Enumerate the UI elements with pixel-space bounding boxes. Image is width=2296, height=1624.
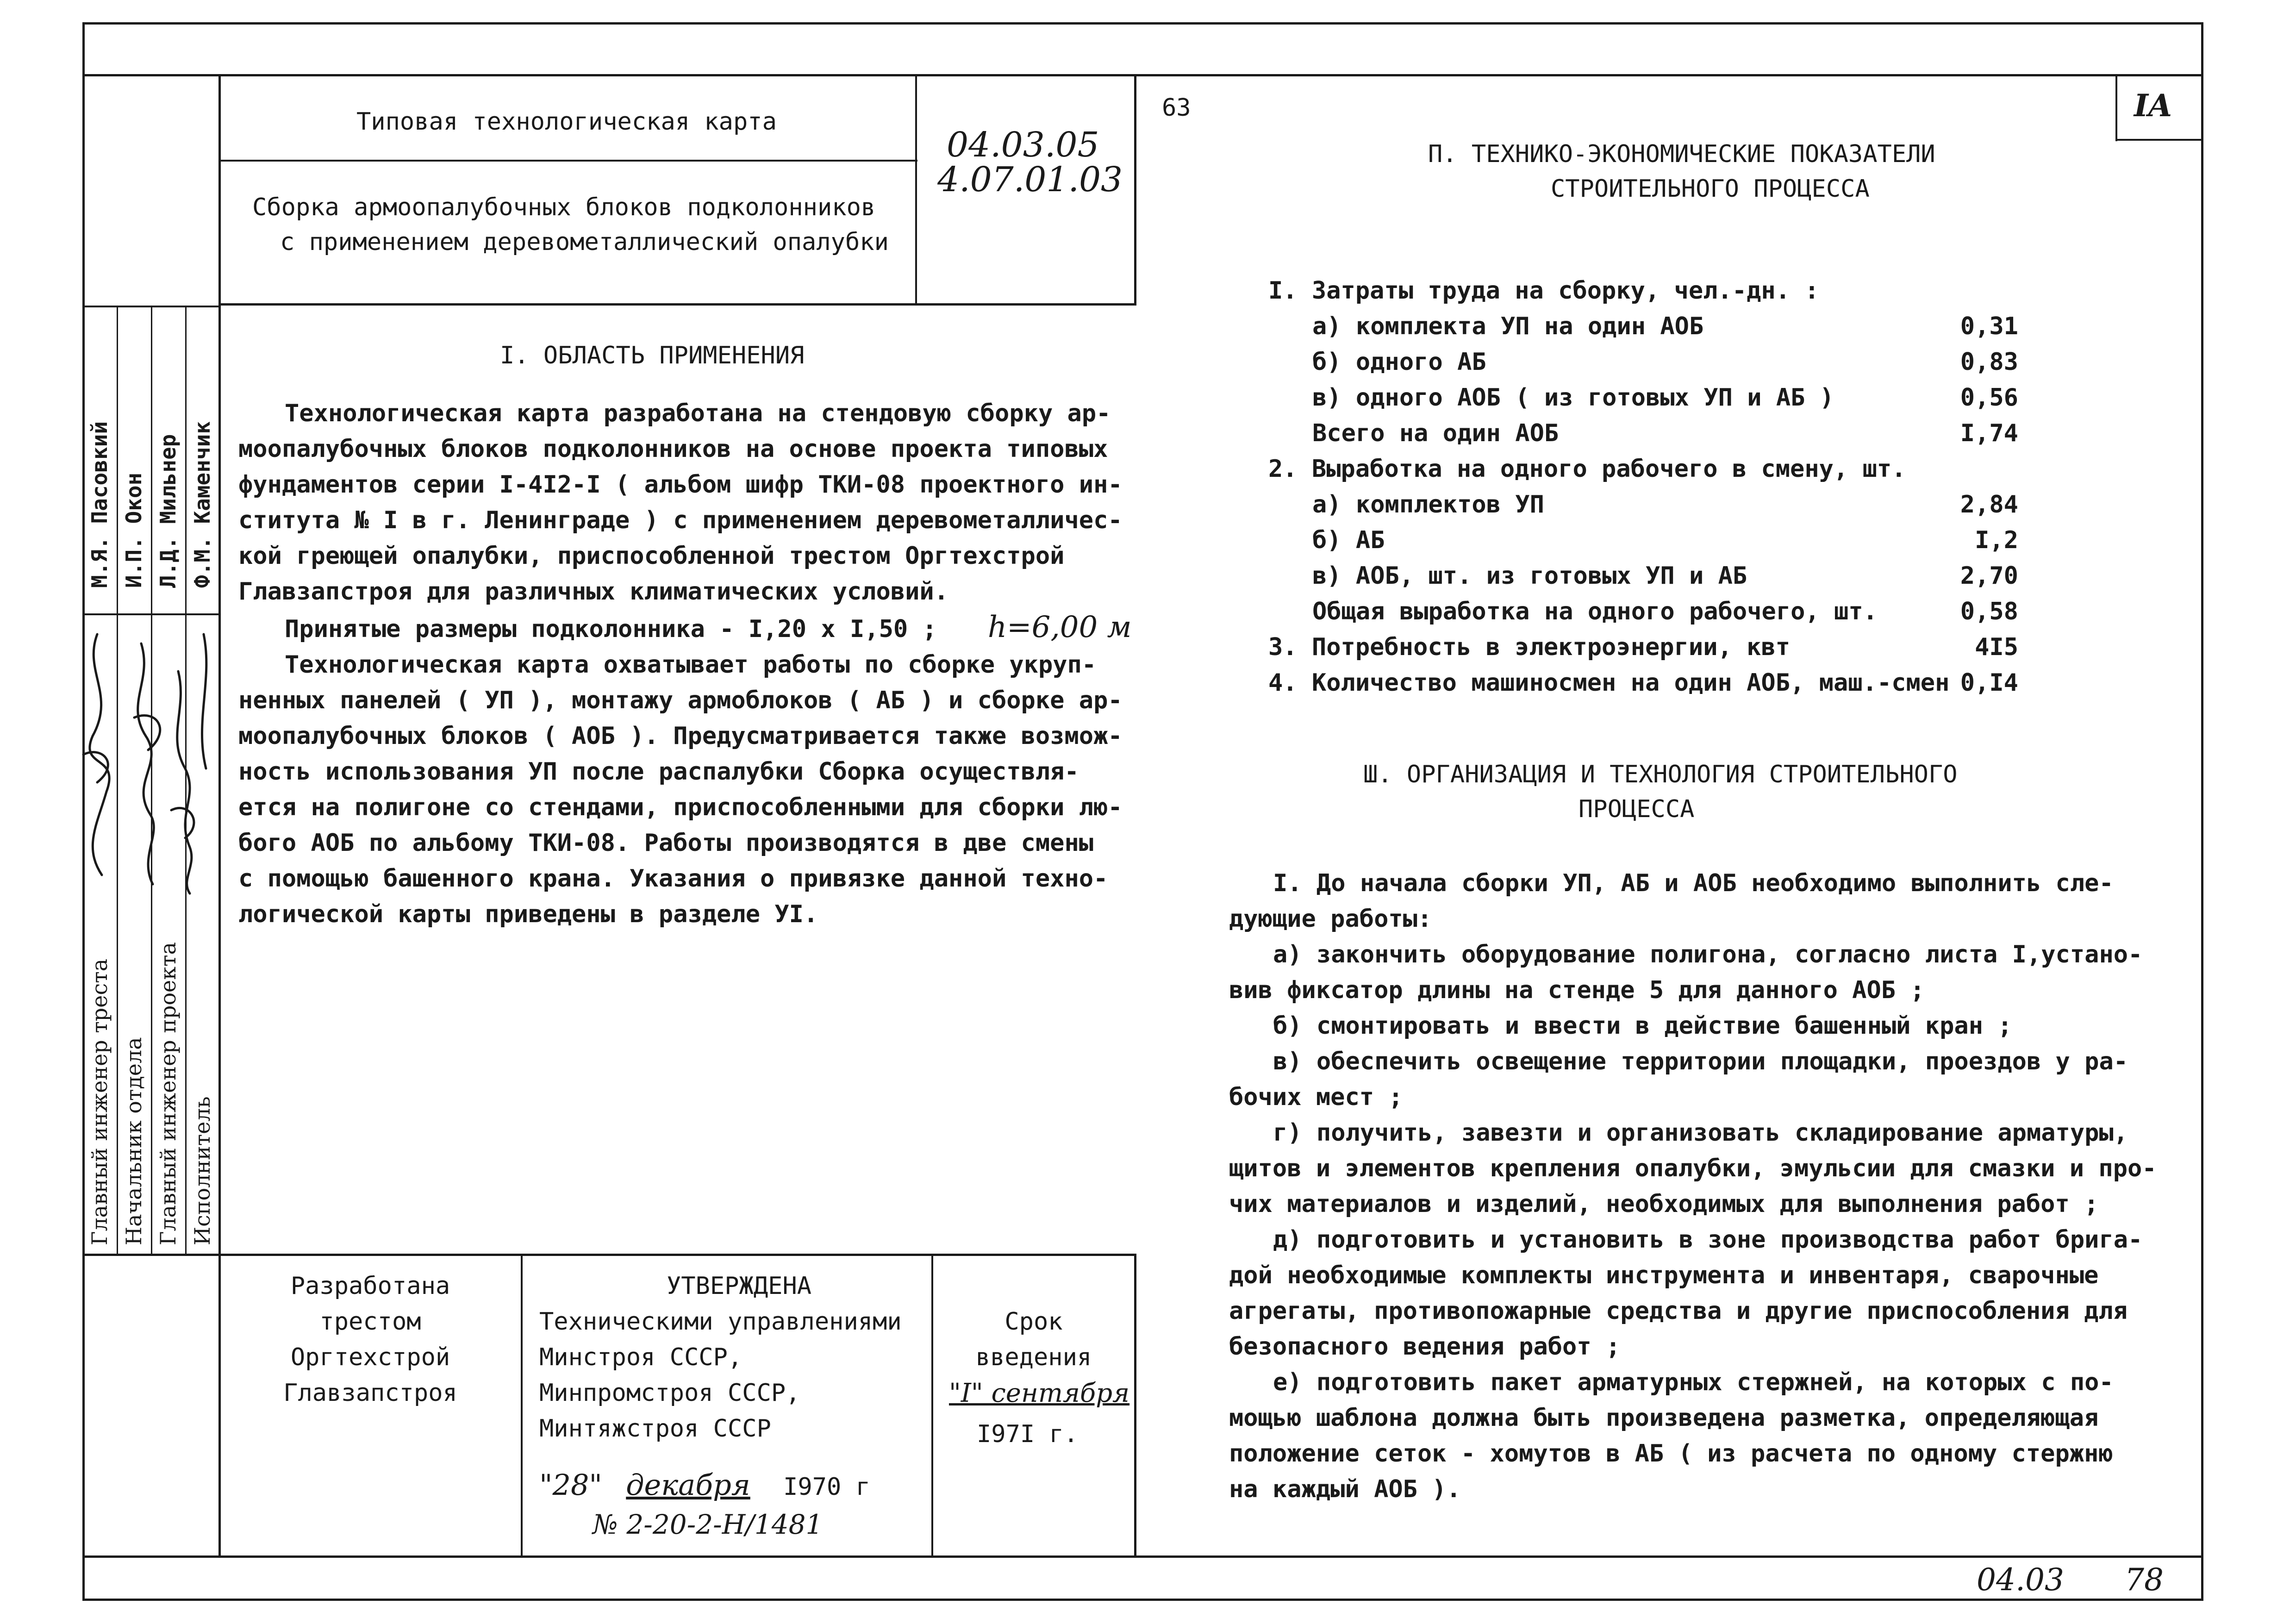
- section1-line: ненных панелей ( УП ), монтажу армоблоков ( АБ ) и сборке ар-: [238, 687, 1123, 714]
- section2-row-label: 3. Потребность в электроэнергии, квт: [1268, 633, 1791, 661]
- section1-line: Главзапстроя для различных климатических условий.: [238, 578, 949, 606]
- section1-line: с помощью башенного крана. Указания о привязке данной техно-: [238, 865, 1108, 893]
- title-subject-line2: с применением деревометаллический опалубки: [280, 228, 889, 256]
- footer-top: [82, 1254, 1136, 1256]
- section3-line: положение сеток - хомутов в АБ ( из расчета по одному стержню: [1229, 1440, 2113, 1468]
- term-line: Срок: [1004, 1308, 1063, 1336]
- sheet-mark-box-bottom: [2115, 139, 2203, 141]
- footer-right: [1134, 1254, 1136, 1555]
- section1-line: ститута № I в г. Ленинграде ) с применением деревометалличес-: [238, 506, 1123, 534]
- section3-line: I. До начала сборки УП, АБ и АОБ необходимо выполнить сле-: [1273, 869, 2114, 897]
- title-header: Типовая технологическая карта: [356, 108, 777, 136]
- approved-line: Минпромстроя СССР,: [539, 1379, 800, 1407]
- approved-date: [539, 1468, 870, 1505]
- developed-line: Разработана: [290, 1272, 450, 1300]
- title-subject-line1: Сборка армоопалубочных блоков подколонников: [252, 194, 876, 221]
- section3-line: а) закончить оборудование полигона, согласно листа I,устано-: [1273, 941, 2143, 968]
- section3-line: б) смонтировать и ввести в действие башенный кран ;: [1273, 1012, 2012, 1040]
- developed-line: Главзапстроя: [283, 1379, 457, 1407]
- left-col-divider: [218, 74, 221, 1555]
- section3-line: чих материалов и изделий, необходимых для выполнения работ ;: [1229, 1190, 2099, 1218]
- approved-date-day: "28": [539, 1468, 602, 1502]
- section2-row-label: б) АБ: [1312, 526, 1385, 554]
- section2-row-label: а) комплектов УП: [1312, 491, 1544, 518]
- section1-line: фундаментов серии I-4I2-I ( альбом шифр ТКИ-08 проектного ин-: [238, 471, 1123, 499]
- section2-row-value: 2,84: [1960, 491, 2018, 518]
- sheet-mark-box-left: [2115, 74, 2117, 141]
- section3-line: г) получить, завезти и организовать складирование арматуры,: [1273, 1119, 2128, 1147]
- section3-heading-line2: ПРОЦЕССА: [1578, 795, 1695, 823]
- signatory-name-2: И.П. Окон: [121, 472, 146, 588]
- title-block-bottom: [218, 303, 1136, 306]
- section1-heading: I. ОБЛАСТЬ ПРИМЕНЕНИЯ: [500, 342, 805, 369]
- signatory-name-4: Ф.М. Каменчик: [190, 421, 215, 588]
- section3-line: щитов и элементов крепления опалубки, эмульсии для смазки и про-: [1229, 1155, 2157, 1182]
- section1-line: ность использования УП после распалубки Сборка осуществля-: [238, 758, 1079, 786]
- section2-heading-line2: СТРОИТЕЛЬНОГО ПРОЦЕССА: [1551, 175, 1870, 203]
- approved-line: Минстроя СССР,: [539, 1343, 742, 1371]
- section2-table: [1268, 273, 2157, 699]
- approved-date-year: I970 г: [783, 1473, 870, 1501]
- developed-line: Оргтехстрой: [290, 1343, 450, 1371]
- section1-line: Технологическая карта охватывает работы по сборке укруп-: [285, 651, 1097, 679]
- section2-row-value: 0,56: [1960, 384, 2018, 412]
- section3-heading-line1: Ш. ОРГАНИЗАЦИЯ И ТЕХНОЛОГИЯ СТРОИТЕЛЬНОГО: [1363, 761, 1958, 788]
- top-inner-line: [82, 74, 2203, 76]
- section3-body: [1229, 866, 2157, 1507]
- section3-line: вив фиксатор длины на стенде 5 для данного АОБ ;: [1229, 976, 1925, 1004]
- signatory-position-3: Главный инженер проекта: [156, 942, 181, 1245]
- section2-row-label: I. Затраты труда на сборку, чел.-дн. :: [1268, 277, 1819, 305]
- term-line: введения: [975, 1343, 1092, 1371]
- approved-number: № 2-20-2-Н/1481: [593, 1509, 823, 1540]
- term-date: "I" сентября: [949, 1378, 1130, 1408]
- title-block-mid: [218, 160, 917, 162]
- section1-line: Принятые размеры подколонника - I,20 х I,50 ; h=6,00 м: [285, 610, 1132, 644]
- section2-row-value: 0,31: [1960, 312, 2018, 340]
- section2-row-label: в) АОБ, шт. из готовых УП и АБ: [1312, 562, 1747, 590]
- section2-row-label: в) одного АОБ ( из готовых УП и АБ ): [1312, 384, 1834, 412]
- term-block: [933, 1304, 1134, 1375]
- title-block-right: [1134, 74, 1136, 306]
- title-code2: 4.07.01.03: [937, 160, 1123, 200]
- section1-line: логической карты приведены в разделе УI.: [238, 900, 818, 928]
- frame-right: [2201, 22, 2203, 1601]
- developed-line: трестом: [319, 1308, 421, 1336]
- section1-line: Технологическая карта разработана на стендовую сборку ар-: [285, 400, 1111, 427]
- section1-line: кой греющей опалубки, приспособленной трестом Оргтехстрой: [238, 542, 1065, 570]
- signatory-position-2: Начальник отдела: [121, 1037, 146, 1245]
- section3-line: агрегаты, противопожарные средства и другие приспособления для: [1229, 1297, 2128, 1325]
- section2-row-label: 2. Выработка на одного рабочего в смену, шт.: [1268, 455, 1906, 483]
- section1-line: бого АОБ по альбому ТКИ-08. Работы производятся в две смены: [238, 829, 1094, 857]
- section2-row-value: 0,58: [1960, 598, 2018, 625]
- section3-line: мощью шаблона должна быть произведена разметка, определяющая: [1229, 1404, 2099, 1432]
- term-year: I97I г.: [977, 1420, 1079, 1448]
- section2-row-value: I,2: [1975, 526, 2018, 554]
- footer-col2: [931, 1254, 933, 1555]
- footer-col1: [521, 1254, 523, 1555]
- developed-by: [222, 1268, 518, 1411]
- section2-row-label: Общая выработка на одного рабочего, шт.: [1312, 598, 1878, 625]
- section3-line: безопасного ведения работ ;: [1229, 1333, 1621, 1361]
- section1-line: моопалубочных блоков ( АОБ ). Предусматривается также возмож-: [238, 722, 1123, 750]
- section2-heading-line1: П. ТЕХНИКО-ЭКОНОМИЧЕСКИЕ ПОКАЗАТЕЛИ: [1428, 140, 1935, 168]
- section1-line: моопалубочных блоков подколонников на основе проекта типовых: [238, 435, 1108, 463]
- page-number: 63: [1162, 94, 1191, 122]
- approved-date-month: декабря: [626, 1468, 750, 1502]
- section1-line: ется на полигоне со стендами, приспособленными для сборки лю-: [238, 793, 1123, 821]
- section3-line: е) подготовить пакет арматурных стержней, на которых с по-: [1273, 1368, 2114, 1396]
- title-code-divider: [915, 74, 917, 306]
- bottom-code: 04.03: [1977, 1562, 2064, 1598]
- approved-line: Техническими управлениями: [539, 1308, 902, 1336]
- bottom-inner-line: [82, 1555, 2203, 1558]
- height-note: h=6,00 м: [987, 610, 1132, 644]
- frame-top: [82, 22, 2203, 25]
- section3-line: бочих мест ;: [1229, 1083, 1403, 1111]
- title-code1: 04.03.05: [947, 125, 1099, 165]
- section2-row-label: Всего на один АОБ: [1312, 419, 1559, 447]
- section2-row-value: 4I5: [1975, 633, 2018, 661]
- approved-line: Минтяжстроя СССР: [539, 1415, 771, 1443]
- section3-line: дой необходимые комплекты инструмента и инвентаря, сварочные: [1229, 1262, 2099, 1289]
- approved-by: [539, 1304, 902, 1447]
- signatory-name-3: Л.Д. Мильнер: [156, 434, 181, 588]
- signatures-image: [65, 616, 218, 903]
- section2-row-label: б) одного АБ: [1312, 348, 1486, 376]
- section1-body: [238, 396, 1132, 932]
- section2-row-value: 0,83: [1960, 348, 2018, 376]
- frame-bottom: [82, 1599, 2203, 1601]
- signatory-position-1: Главный инженер треста: [87, 958, 112, 1245]
- section2-row-label: 4. Количество машиносмен на один АОБ, маш.-смен: [1268, 669, 1950, 697]
- signatory-position-4: Исполнитель: [190, 1096, 215, 1245]
- signatory-name-1: М.Я. Пасовкий: [87, 421, 112, 588]
- section2-row-label: а) комплекта УП на один АОБ: [1312, 312, 1704, 340]
- bottom-sheet: 78: [2125, 1562, 2164, 1598]
- section3-line: д) подготовить и установить в зоне производства работ брига-: [1273, 1226, 2143, 1254]
- section3-line: дующие работы:: [1229, 905, 1432, 933]
- sheet-mark: IA: [2134, 87, 2172, 124]
- section2-row-value: 0,I4: [1960, 669, 2018, 697]
- section3-line: на каждый АОБ ).: [1229, 1475, 1461, 1503]
- section3-line: в) обеспечить освещение территории площадки, проездов у ра-: [1273, 1048, 2128, 1075]
- section2-row-value: 2,70: [1960, 562, 2018, 590]
- section2-row-value: I,74: [1960, 419, 2018, 447]
- approved-heading: УТВЕРЖДЕНА: [667, 1272, 812, 1300]
